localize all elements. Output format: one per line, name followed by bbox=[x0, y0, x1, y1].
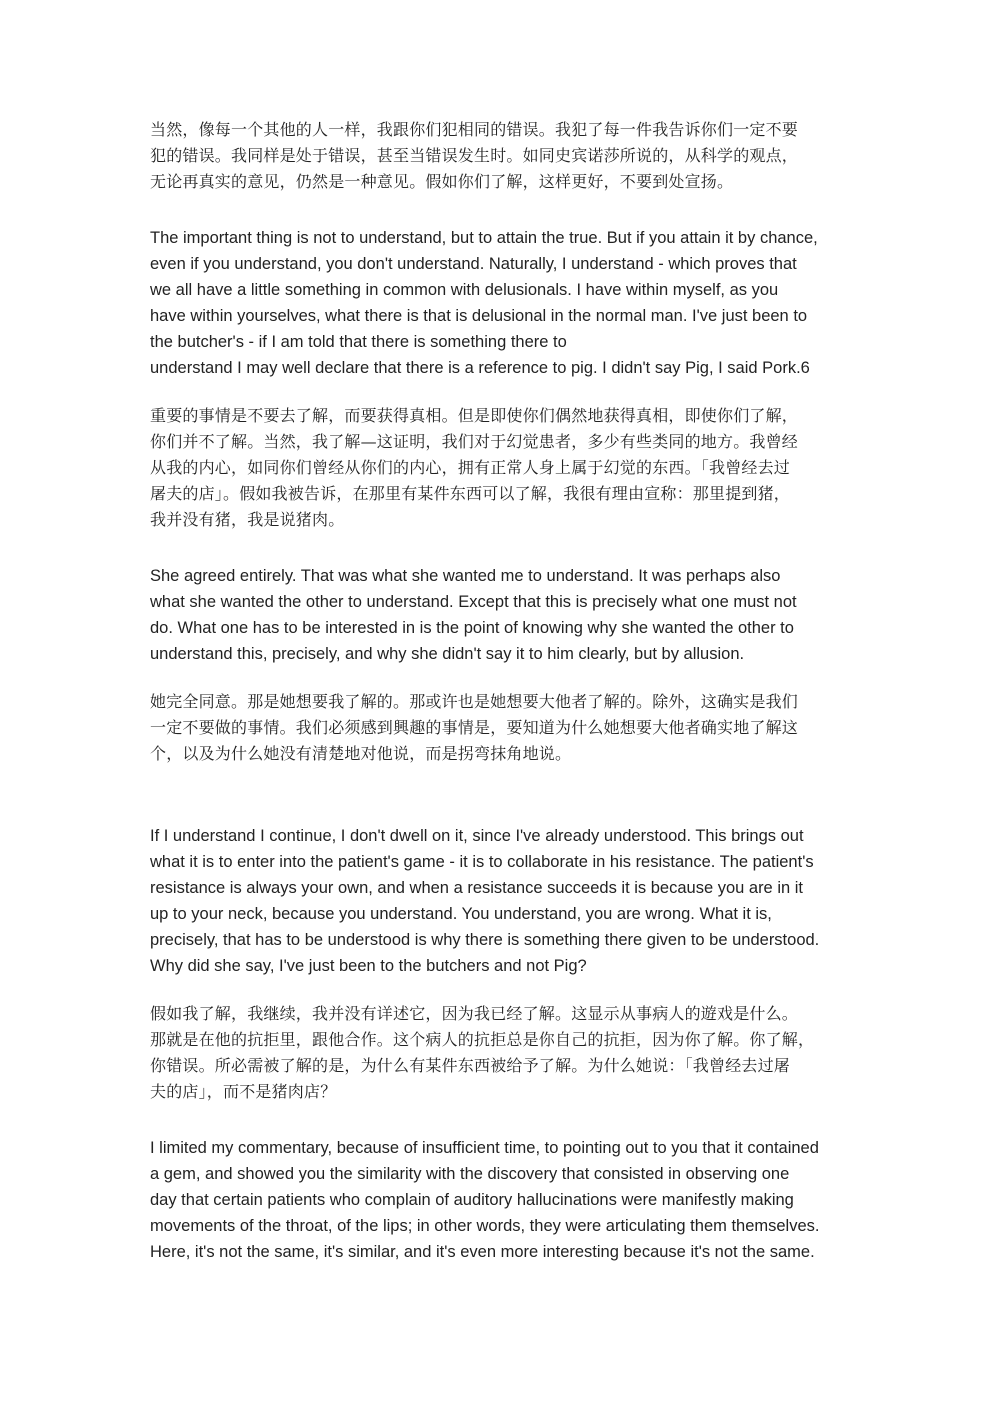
text-line: what it is to enter into the patient's game - it is to collaborate in his resistance. The patient's bbox=[150, 853, 814, 871]
paragraph-en-2 bbox=[150, 563, 850, 667]
text-line: the butcher's - if I am told that there is something there to bbox=[150, 333, 567, 351]
text-line: a gem, and showed you the similarity with the discovery that consisted in observing one bbox=[150, 1165, 790, 1183]
text-line: Here, it's not the same, it's similar, and it's even more interesting because it's not the same. bbox=[150, 1243, 815, 1261]
text-line: understand I may well declare that there is a reference to pig. I didn't say Pig, I said Pork.6 bbox=[150, 359, 810, 377]
text-line: 无论再真实的意见，仍然是一种意见。假如你们了解，这样更好，不要到处宣扬。 bbox=[150, 172, 734, 191]
text-line: 重要的事情是不要去了解，而要获得真相。但是即使你们偶然地获得真相，即使你们了解， bbox=[150, 406, 799, 425]
text-line: I limited my commentary, because of insufficient time, to pointing out to you that it contained bbox=[150, 1139, 819, 1157]
text-line: 屠夫的店」。假如我被告诉，在那里有某件东西可以了解，我很有理由宣称：那里提到猪， bbox=[150, 484, 791, 503]
paragraph-en-3 bbox=[150, 823, 850, 979]
text-line: The important thing is not to understand, but to attain the true. But if you attain it by chance, bbox=[150, 229, 818, 247]
text-line: Why did she say, I've just been to the butchers and not Pig? bbox=[150, 957, 587, 975]
text-line: 假如我了解，我继续，我并没有详述它，因为我已经了解。这显示从事病人的遊戏是什么。 bbox=[150, 1004, 799, 1023]
text-line: up to your neck, because you understand. You understand, you are wrong. What it is, bbox=[150, 905, 772, 923]
text-line: 从我的内心，如同你们曾经从你们的内心，拥有正常人身上属于幻觉的东西。「我曾经去过 bbox=[150, 458, 791, 477]
text-line: She agreed entirely. That was what she wanted me to understand. It was perhaps also bbox=[150, 567, 781, 585]
text-line: what she wanted the other to understand. Except that this is precisely what one must not bbox=[150, 593, 797, 611]
text-line: 一定不要做的事情。我们必须感到興趣的事情是，要知道为什么她想要大他者确实地了解这 bbox=[150, 718, 799, 737]
text-line: we all have a little something in common with delusionals. I have within myself, as you bbox=[150, 281, 779, 299]
text-line: have within yourselves, what there is that is delusional in the normal man. I've just been to bbox=[150, 307, 808, 325]
text-line: 当然，像每一个其他的人一样，我跟你们犯相同的错误。我犯了每一件我告诉你们一定不要 bbox=[150, 120, 799, 139]
text-line: 你们并不了解。当然，我了解—这证明，我们对于幻觉患者，多少有些类同的地方。我曾经 bbox=[150, 432, 799, 451]
text-line: 犯的错误。我同样是处于错误，甚至当错误发生时。如同史宾诺莎所说的，从科学的观点， bbox=[150, 146, 799, 165]
text-line: 我并没有猪，我是说猪肉。 bbox=[150, 510, 345, 529]
text-line: 那就是在他的抗拒里，跟他合作。这个病人的抗拒总是你自己的抗拒，因为你了解。你了解， bbox=[150, 1030, 815, 1049]
text-line: day that certain patients who complain of auditory hallucinations were manifestly making bbox=[150, 1191, 794, 1209]
paragraph-zh-2 bbox=[150, 403, 850, 533]
text-line: movements of the throat, of the lips; in other words, they were articulating them themselves. bbox=[150, 1217, 820, 1235]
text-line: precisely, that has to be understood is why there is something there given to be understood. bbox=[150, 931, 820, 949]
text-line: 她完全同意。那是她想要我了解的。那或许也是她想要大他者了解的。除外，这确实是我们 bbox=[150, 692, 799, 711]
paragraph-zh-1 bbox=[150, 117, 850, 195]
text-line: If I understand I continue, I don't dwell on it, since I've already understood. This brings out bbox=[150, 827, 804, 845]
text-line: even if you understand, you don't understand. Naturally, I understand - which proves that bbox=[150, 255, 797, 273]
text-line: understand this, precisely, and why she didn't say it to him clearly, but by allusion. bbox=[150, 645, 745, 663]
text-line: resistance is always your own, and when a resistance succeeds it is because you are in it bbox=[150, 879, 803, 897]
text-line: 夫的店」，而不是猪肉店？ bbox=[150, 1082, 337, 1101]
paragraph-en-4 bbox=[150, 1135, 850, 1265]
paragraph-zh-3 bbox=[150, 689, 850, 767]
paragraph-en-1 bbox=[150, 225, 850, 381]
text-line: do. What one has to be interested in is the point of knowing why she wanted the other to bbox=[150, 619, 794, 637]
paragraph-zh-4 bbox=[150, 1001, 850, 1105]
text-line: 你错误。所必需被了解的是，为什么有某件东西被给予了解。为什么她说：「我曾经去过屠 bbox=[150, 1056, 791, 1075]
text-line: 个，以及为什么她没有清楚地对他说，而是拐弯抹角地说。 bbox=[150, 744, 572, 763]
